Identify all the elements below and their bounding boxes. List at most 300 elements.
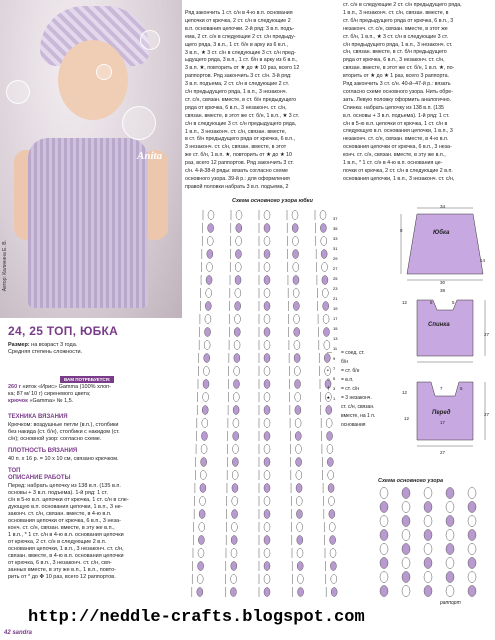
instruction-line: ст. с/н, связан. вместе, в ст. б/н предыдущего	[185, 96, 297, 103]
row-number: 23	[333, 286, 338, 291]
instruction-line: Спинка: набрать цепочку из 138 в.п. (135	[343, 104, 444, 111]
dimension-value: 38	[440, 288, 446, 293]
stitch-group	[290, 392, 301, 402]
stitch-group	[230, 301, 241, 311]
description-line: конч. ст. с/н, связан. вместе, в эту же в.п.,	[8, 525, 115, 531]
stitch-group	[323, 483, 334, 493]
stitch-mark	[468, 544, 476, 555]
stitch-group	[322, 444, 333, 454]
stitch-group	[259, 288, 270, 298]
stitch-group	[195, 496, 206, 506]
stitch-mark	[446, 516, 454, 527]
stitch-group	[259, 457, 270, 467]
stitch-group	[259, 587, 270, 597]
stitch-group	[192, 574, 203, 584]
description-line: с/н в 5-ю в.п. цепочки от крючка, 1 ст. с/н в сле-	[8, 497, 129, 503]
stitch-group	[228, 405, 239, 415]
stitch-group	[225, 587, 236, 597]
stitch-mark	[402, 586, 410, 597]
model-photo	[0, 0, 182, 318]
stitch-group	[259, 431, 270, 441]
stitch-mark	[380, 572, 388, 583]
stitch-mark	[380, 516, 388, 527]
stitch-group	[259, 236, 270, 246]
stitch-group	[226, 561, 237, 571]
description-line: законч. ст. с/н, связан. вместе, в 4-ю в.п.	[8, 511, 112, 517]
stitch-mark	[424, 488, 432, 499]
instruction-line: конч. ст. с/н, связан. вместе, в эту же в.п.,	[343, 152, 446, 159]
yarn-amount: 260 г	[8, 384, 21, 390]
row-number: 19	[333, 306, 338, 311]
legend-label: = ст. с/н	[341, 386, 359, 392]
stitch-group	[202, 236, 213, 246]
instruction-line: 1 в.п., 3 незаконч. ст. с/н, связан. вместе, в	[343, 9, 449, 16]
stitch-group	[323, 470, 334, 480]
bubble	[140, 30, 160, 50]
stitch-group	[200, 314, 211, 324]
stitch-group	[323, 496, 334, 506]
stitch-group	[290, 431, 301, 441]
skirt-shape	[407, 214, 486, 274]
crochet-dress	[28, 138, 148, 308]
stitch-group	[229, 314, 240, 324]
stitch-group	[229, 353, 240, 363]
instruction-line: цепочки от крючка, 2 ст. с/н в следующие 2	[185, 17, 291, 24]
stitch-group	[259, 340, 270, 350]
dimension-value: 12	[402, 390, 408, 395]
instruction-line: же ст. б/н, 1 в.п. ★, повторить от ★ до ★ 10	[185, 152, 292, 159]
main-pattern-chart	[372, 485, 492, 605]
stitch-group	[195, 470, 206, 480]
legend-label: основания	[341, 422, 366, 428]
stitch-group	[201, 262, 212, 272]
legend-item	[327, 413, 375, 419]
stitch-group	[259, 366, 270, 376]
stitch-group	[293, 587, 304, 597]
stitch-mark	[468, 502, 476, 513]
stitch-group	[287, 210, 298, 220]
stitch-group	[201, 288, 212, 298]
row-number: 29	[333, 256, 338, 261]
stitch-group	[228, 379, 239, 389]
stitch-group	[322, 431, 333, 441]
stitch-group	[317, 288, 328, 298]
stitch-group	[199, 340, 210, 350]
stitch-group	[315, 210, 326, 220]
instruction-line: основного узора. 39-й р.: для оформления	[185, 175, 290, 182]
stitch-mark	[402, 530, 410, 541]
description-line: от крючка, 6 в.п., 3 незаконч. ст. с/н, свя-	[8, 560, 112, 566]
instruction-line: связан. вместе, в этот же ст. б/н, 1 в.п. ★, по-	[343, 65, 455, 72]
legend-item	[327, 422, 365, 428]
stitch-group	[259, 418, 270, 428]
legend-label: = соед. ст.	[341, 350, 365, 356]
instruction-line: основания цепочки, 1 в.п., 3 незаконч. ст. с/н,	[343, 175, 455, 182]
stitch-mark	[468, 586, 476, 597]
hook-label: крючок	[8, 398, 28, 404]
stitch-group	[326, 587, 337, 597]
skirt-chart-title: Схема основного узора юбки	[232, 198, 313, 204]
description-line: основания цепочки, 1 в.п., 3 незаконч. ст. с/н,	[8, 546, 124, 552]
stitch-mark	[424, 544, 432, 555]
main-chart-title: Схема основного узора	[378, 478, 444, 484]
stitch-group	[228, 431, 239, 441]
stitch-group	[259, 574, 270, 584]
stitch-group	[322, 457, 333, 467]
stitch-group	[231, 223, 242, 233]
description-line: основания цепочки от крючка, 6 в.п., 3 неза-	[8, 518, 121, 524]
stitch-group	[292, 574, 303, 584]
front-label: Перед	[432, 410, 451, 416]
instruction-line: незаконч. ст. с/н, связан. вместе, в этот же	[343, 25, 448, 32]
stitch-mark	[402, 572, 410, 583]
instruction-line: Ряд закончить 3 ст. с/н. 40-й–47-й р.: вязать	[343, 81, 451, 87]
legend-symbol: ○	[327, 377, 331, 383]
stitch-group	[193, 548, 204, 558]
stitch-group	[200, 301, 211, 311]
dimension-value: 5	[452, 300, 455, 305]
stitch-group	[259, 405, 270, 415]
stitch-mark	[402, 488, 410, 499]
dimension-value: 14	[480, 258, 486, 263]
instruction-line: с/н предыдущего ряда, 1 в.п., 3 незаконч. ст.	[343, 41, 453, 48]
stitch-mark	[402, 516, 410, 527]
stitch-group	[259, 262, 270, 272]
row-number: 27	[333, 266, 338, 271]
stitch-mark	[446, 544, 454, 555]
description-line: Перед: набрать цепочку из 138 в.п. (135 в.п.	[8, 483, 121, 489]
stitch-mark	[446, 488, 454, 499]
stitch-group	[291, 496, 302, 506]
instruction-line: ема, 2 ст. с/н в следующие 2 ст. с/н предыду-	[185, 33, 296, 40]
instruction-line: ряда от крючка, 6 в.п., 3 незаконч. ст. с/н,	[343, 57, 445, 64]
child-face	[58, 40, 128, 120]
stitch-group	[318, 314, 329, 324]
size-label: Размер:	[8, 342, 30, 348]
dimension-value: 8	[400, 228, 403, 233]
dimension-value: 27	[484, 332, 490, 337]
stitch-group	[226, 535, 237, 545]
skirt-pattern-chart	[183, 200, 343, 610]
stitch-group	[291, 483, 302, 493]
stitch-group	[193, 535, 204, 545]
row-number: 1	[333, 396, 336, 401]
density-text: 40 п. х 16 р. = 10 х 10 см, связано крючком.	[8, 456, 119, 462]
stitch-group	[259, 392, 270, 402]
row-number: 31	[333, 246, 338, 251]
instruction-line: в.п. основы + 3 в.п. подъема). 1-й ряд: 1 ст.	[343, 112, 450, 119]
stitch-mark	[402, 544, 410, 555]
row-number: 9	[333, 356, 336, 361]
stitch-group	[228, 418, 239, 428]
stitch-mark	[446, 572, 454, 583]
legend-label: = в.п.	[341, 377, 354, 383]
size-line	[8, 342, 180, 349]
instruction-line: 1 в.п., 3 незаконч. ст. с/н, связан. вместе,	[185, 128, 287, 135]
stitch-group	[288, 275, 299, 285]
stitch-group	[230, 262, 241, 272]
dimension-value: 12	[404, 416, 410, 421]
legend-label: = 3 незаконч.	[341, 395, 372, 401]
stitch-mark	[380, 488, 388, 499]
dimension-value: 30	[440, 280, 446, 285]
legend-label: = ст. б/н	[341, 368, 360, 374]
stitch-group	[197, 405, 208, 415]
stitch-mark	[380, 530, 388, 541]
stitch-group	[325, 548, 336, 558]
materials-line-3	[8, 398, 180, 405]
dimension-value: 27	[440, 450, 446, 455]
stitch-group	[289, 314, 300, 324]
stitch-group	[229, 327, 240, 337]
legend-label: ст. с/н, связан.	[341, 404, 375, 410]
stitch-group	[259, 275, 270, 285]
description-line: дующую в.п. основания цепочки, 1 в.п., 3 не-	[8, 504, 123, 510]
materials-line-1	[8, 384, 180, 391]
stitch-group	[290, 444, 301, 454]
stitch-group	[259, 561, 270, 571]
rapport-label: раппорт	[440, 600, 461, 606]
legend-label: б/н	[341, 359, 349, 365]
stitch-group	[324, 509, 335, 519]
stitch-group	[196, 444, 207, 454]
blog-url-watermark: http://neddle-crafts.blogspot.com	[28, 608, 365, 627]
stitch-group	[259, 548, 270, 558]
legend-label: вместе, на 1 п.	[341, 413, 376, 419]
bubble	[6, 80, 30, 104]
stitch-mark	[402, 558, 410, 569]
stitch-group	[259, 509, 270, 519]
stitch-mark	[402, 502, 410, 513]
dimension-value: 34	[440, 204, 446, 209]
row-number: 35	[333, 226, 338, 231]
legend-item	[327, 386, 359, 392]
stitch-group	[288, 262, 299, 272]
back-shape	[417, 300, 473, 356]
legend-item	[327, 350, 365, 356]
legend-symbol: †	[327, 386, 330, 392]
instruction-line: правой половки набрать 3 в.п. подъема, 2	[185, 183, 289, 190]
stitch-group	[291, 509, 302, 519]
stitch-group	[227, 483, 238, 493]
stitch-group	[292, 522, 303, 532]
stitch-group	[198, 392, 209, 402]
stitch-group	[316, 249, 327, 259]
difficulty: Средняя степень сложности.	[8, 349, 83, 355]
instruction-line: в ст. б/н предыдущего ряда от крючка, 6 в.п.,	[185, 136, 296, 143]
instruction-line: 3 незаконч. ст. с/н, связан. вместе, в этот	[185, 144, 287, 151]
dimension-value: 5	[430, 300, 433, 305]
stitch-group	[317, 275, 328, 285]
stitch-group	[292, 535, 303, 545]
stitch-group	[203, 223, 214, 233]
stitch-group	[259, 314, 270, 324]
row-number: 5	[333, 376, 336, 381]
stitch-group	[226, 574, 237, 584]
stitch-group	[317, 262, 328, 272]
stitch-group	[203, 210, 214, 220]
stitch-group	[200, 327, 211, 337]
stitch-group	[226, 548, 237, 558]
instruction-line: ст. б/н предыдущего ряда от крючка, 6 в.п., 3	[343, 17, 454, 24]
stitch-group	[292, 548, 303, 558]
stitch-group	[231, 210, 242, 220]
stitch-mark	[424, 516, 432, 527]
stitch-mark	[468, 516, 476, 527]
stitch-group	[290, 379, 301, 389]
instruction-line: ст. б/н, 1 в.п., ★ 3 ст. с/н в следующие 3 ст.	[343, 33, 449, 40]
model-name: Anita	[137, 150, 163, 162]
instruction-line: Ряд закончить 1 ст. с/н в 4-ю в.п. основания	[185, 10, 293, 16]
legend-item	[327, 368, 359, 374]
skirt-label: Юбка	[433, 230, 450, 236]
row-number: 25	[333, 276, 338, 281]
instruction-line: с/н в 5-ю в.п. цепочки от крючка, 1 ст. с/н в	[343, 120, 448, 127]
stitch-group	[227, 457, 238, 467]
dimension-value: 12	[402, 300, 408, 305]
stitch-group	[229, 366, 240, 376]
row-number: 17	[333, 316, 338, 321]
dimension-value: 17	[440, 420, 446, 425]
row-number: 11	[333, 346, 338, 351]
instruction-line: ыдущего ряда, 3 в.п., 1 ст. б/н в арку из 6 в.п.,	[185, 57, 298, 64]
row-number: 37	[333, 216, 338, 221]
stitch-mark	[380, 558, 388, 569]
back-label: Спинка	[428, 322, 450, 328]
instruction-line: 3 в.п. подъема, 2 ст. с/н в следующие 2 ст.	[185, 81, 290, 88]
stitch-group	[259, 301, 270, 311]
stitch-group	[292, 561, 303, 571]
stitch-group	[316, 236, 327, 246]
stitch-group	[259, 444, 270, 454]
instruction-line: щего ряда, 3 в.п., 1 ст. б/н в арку из 6 в.п.,	[185, 41, 288, 48]
stitch-group	[259, 353, 270, 363]
stitch-group	[198, 379, 209, 389]
stitch-mark	[380, 586, 388, 597]
stitch-group	[227, 470, 238, 480]
row-number: 33	[333, 236, 338, 241]
stitch-group	[324, 522, 335, 532]
stitch-group	[259, 379, 270, 389]
description-line: от крючка, 2 ст. с/н в следующие 2 в.п.	[8, 539, 107, 545]
stitch-group	[259, 249, 270, 259]
instruction-line: с/н, связан. вместе, в ст. б/н предыдущего	[343, 49, 447, 56]
page-number: 42 sandra	[4, 630, 33, 636]
stitch-group	[259, 210, 270, 220]
stitch-group	[226, 522, 237, 532]
stitch-mark	[424, 530, 432, 541]
dimension-value: 27	[484, 412, 490, 417]
stitch-mark	[468, 530, 476, 541]
stitch-group	[289, 340, 300, 350]
stitch-group	[259, 223, 270, 233]
stitch-group	[318, 301, 329, 311]
legend-item	[327, 377, 353, 383]
legend-symbol: •	[327, 368, 329, 374]
stitch-group	[198, 366, 209, 376]
description-subtitle: ОПИСАНИЕ РАБОТЫ	[8, 475, 71, 481]
technique-line: без накида (ст. б/н), столбики с накидом (ст.	[8, 429, 120, 435]
instruction-line: 1 в.п., * 1 ст. с/н в 4-ю в.п. основания це-	[343, 160, 443, 166]
stitch-mark	[424, 502, 432, 513]
density-title: ПЛОТНОСТЬ ВЯЗАНИЯ	[8, 448, 78, 454]
stitch-group	[195, 483, 206, 493]
stitch-mark	[446, 530, 454, 541]
instruction-line: почки от крючка, 2 ст. с/н в следующие 2 в.п.	[343, 167, 453, 174]
stitch-group	[289, 327, 300, 337]
row-number: 13	[333, 336, 338, 341]
stitch-group	[227, 496, 238, 506]
row-number: 7	[333, 366, 336, 371]
instruction-line: 3 в.п. ★, повторить от ★ до ★ 10 раз, всего 12	[185, 65, 300, 72]
stitch-group	[231, 236, 242, 246]
yarn-text: ниток «Ирис» Gamma (100% хлоп-	[22, 384, 111, 390]
dimension-value: 7	[440, 386, 443, 391]
stitch-group	[230, 249, 241, 259]
photo-credit: Автор: Калинина Е. В.	[2, 240, 8, 292]
hook-text: «Gamma» № 1,5.	[29, 398, 74, 404]
stitch-group	[192, 587, 203, 597]
instruction-line: зать. Левую половку оформить аналогично.	[343, 96, 452, 103]
stitch-mark	[380, 502, 388, 513]
stitch-group	[288, 249, 299, 259]
stitch-group	[289, 353, 300, 363]
instruction-line: раз, всего 12 раппортов. Ряд закончить 3 ст.	[185, 160, 294, 167]
instruction-line: основания цепочки от крючка, 6 в.п., 3 неза-	[343, 144, 452, 151]
stitch-mark	[468, 488, 476, 499]
instruction-line: связан. вместе, в этот же ст. б/н, 1 в.п., ★ 3 ст.	[185, 112, 300, 119]
instruction-line: ст. с/н в следующие 2 ст. с/н предыдущего ряда,	[343, 2, 462, 8]
row-number: 21	[333, 296, 338, 301]
technique-title: ТЕХНИКА ВЯЗАНИЯ	[8, 414, 68, 420]
stitch-group	[325, 535, 336, 545]
instruction-line: с/н. 4-й-38-й ряды: вязать согласно схеме	[185, 168, 288, 174]
stitch-group	[230, 275, 241, 285]
stitch-group	[287, 236, 298, 246]
stitch-mark	[468, 558, 476, 569]
instruction-line: с/н предыдущего ряда, 1 в.п., 3 незаконч.	[185, 89, 288, 95]
stitch-group	[318, 327, 329, 337]
stitch-group	[202, 249, 213, 259]
stitch-group	[288, 301, 299, 311]
stitch-group	[289, 366, 300, 376]
stitch-mark	[446, 586, 454, 597]
stitch-group	[259, 470, 270, 480]
instruction-line: согласно схеме основного узора. Нить обре-	[343, 88, 453, 95]
stitch-group	[201, 275, 212, 285]
stitch-group	[230, 288, 241, 298]
description-line: основы + 3 в.п. подъема). 1-й ряд: 1 ст.	[8, 490, 108, 496]
stitch-group	[259, 535, 270, 545]
legend-item	[327, 395, 372, 401]
size-value: на возраст 3 года.	[31, 342, 78, 348]
stitch-mark	[424, 558, 432, 569]
stitch-mark	[424, 586, 432, 597]
stitch-group	[259, 496, 270, 506]
stitch-mark	[468, 572, 476, 583]
stitch-group	[291, 457, 302, 467]
instruction-line: в.п. основания цепочки. 2-й ряд: 3 в.п. подъ-	[185, 25, 295, 32]
stitch-group	[325, 561, 336, 571]
instruction-line: с/н в следующие 3 ст. с/н предыдущего ряда,	[185, 120, 297, 127]
description-line: связан. вместе, в 4-ю в.п. основания цепочки	[8, 553, 124, 559]
stitch-group	[227, 509, 238, 519]
stitch-group	[193, 561, 204, 571]
stitch-group	[319, 340, 330, 350]
legend-item	[327, 404, 374, 410]
stitch-group	[196, 431, 207, 441]
stitch-group	[315, 223, 326, 233]
